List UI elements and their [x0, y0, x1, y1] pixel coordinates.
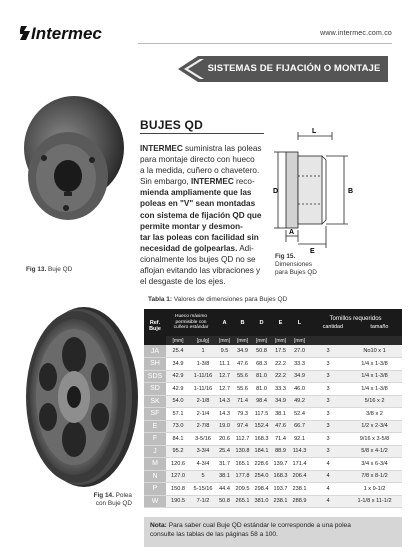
table-cell: 5/8 x 4-1/2 — [347, 445, 402, 458]
table-row — [144, 408, 402, 421]
bushing-ref-cell: F — [144, 433, 166, 446]
table-row — [144, 433, 402, 446]
table-cell: 288.9 — [290, 495, 309, 508]
table-cell: 177.8 — [233, 470, 252, 483]
table-cell: 88.9 — [271, 445, 290, 458]
table-cell: 114.3 — [290, 445, 309, 458]
figure-14-caption: Fig 14. Polea con Buje QD — [93, 492, 132, 507]
table-cell: 381.0 — [252, 495, 271, 508]
table-cell: 206.4 — [290, 470, 309, 483]
table-cell: 12.7 — [216, 383, 233, 396]
paragraph-line: INTERMEC suministra las poleas — [140, 144, 262, 153]
table-cell: 228.6 — [252, 458, 271, 471]
table-cell: 117.5 — [252, 408, 271, 421]
bushing-ref-cell: SF — [144, 408, 166, 421]
table-cell: 79.3 — [233, 408, 252, 421]
table-cell: 171.4 — [290, 458, 309, 471]
table-cell: 1-1/8 x 11-1/2 — [347, 495, 402, 508]
table-cell: 2-1/8 — [190, 395, 216, 408]
table-cell: 84.1 — [166, 433, 190, 446]
table-cell: 47.6 — [271, 420, 290, 433]
table-cell: No10 x 1 — [347, 345, 402, 358]
table-cell: 52.4 — [290, 408, 309, 421]
table-row — [144, 358, 402, 371]
table-cell: 2-1/4 — [190, 408, 216, 421]
table-cell: 4 — [309, 483, 347, 496]
table-cell: 1-3/8 — [190, 358, 216, 371]
table-cell: 3 — [309, 395, 347, 408]
label-A: A — [289, 229, 295, 236]
table-cell: 44.4 — [216, 483, 233, 496]
table-cell: 33.3 — [290, 358, 309, 371]
paragraph-line: poleas en "V" sean montadas — [140, 199, 256, 209]
table-cell: 3 — [309, 408, 347, 421]
table-cell: 238.1 — [271, 495, 290, 508]
table-cell: 9/16 x 3-5/8 — [347, 433, 402, 446]
bushing-ref-cell: E — [144, 420, 166, 433]
table-caption: Tabla 1: Valores de dimensiones para Bujes QD — [148, 296, 288, 303]
paragraph-line: permite montar y desmon- — [140, 221, 243, 231]
table-cell: 3/4 x 6-3/4 — [347, 458, 402, 471]
table-cell: 3 — [309, 358, 347, 371]
note-box: Nota: Para saber cual Buje QD estándar le corresponde a una polea consulte las tablas de las páginas 58 a 100. — [144, 517, 402, 547]
table-cell: 3 — [309, 345, 347, 358]
paragraph-line: para montaje directo con hueco — [140, 155, 255, 165]
table-cell: 127.0 — [166, 470, 190, 483]
table-cell: 31.7 — [216, 458, 233, 471]
table-cell: 298.4 — [252, 483, 271, 496]
table-cell: 98.4 — [252, 395, 271, 408]
table-cell: 50.8 — [216, 495, 233, 508]
header-cantidad: cantidad — [322, 323, 344, 330]
table-cell: 71.4 — [233, 395, 252, 408]
label-B: B — [348, 188, 354, 195]
paragraph-line: cionalmente los bujes QD no se — [140, 254, 256, 264]
bushing-ref-cell: SD — [144, 383, 166, 396]
table-cell: 25.4 — [216, 445, 233, 458]
table-cell: 81.0 — [252, 370, 271, 383]
paragraph-line: Sin embargo, INTERMEC reco- — [140, 177, 255, 187]
table-cell: 150.8 — [166, 483, 190, 496]
table-row — [144, 458, 402, 471]
table-cell: 55.6 — [233, 383, 252, 396]
header-divider — [138, 43, 392, 44]
table-cell: 130.8 — [233, 445, 252, 458]
table-cell: 71.4 — [271, 433, 290, 446]
table-cell: 1/2 x 2-3/4 — [347, 420, 402, 433]
paragraph-line: a la medida, cuñero o chavetero. — [140, 166, 260, 176]
table-cell: 5/16 x 2 — [347, 395, 402, 408]
table-cell: 9.5 — [216, 345, 233, 358]
table-cell: 5-15/16 — [190, 483, 216, 496]
table-cell: 3 — [309, 370, 347, 383]
label-D: D — [273, 188, 279, 195]
table-cell: 7/8 x 8-1/2 — [347, 470, 402, 483]
intro-paragraph — [140, 143, 270, 287]
table-cell: 3 — [309, 383, 347, 396]
table-cell: 209.5 — [233, 483, 252, 496]
table-cell: 3-3/4 — [190, 445, 216, 458]
table-cell: 66.7 — [290, 420, 309, 433]
table-cell: 1/4 x 1-3/8 — [347, 370, 402, 383]
table-cell: 3 — [309, 433, 347, 446]
table-cell: 33.3 — [271, 383, 290, 396]
bushing-ref-cell: P — [144, 483, 166, 496]
table-cell: 38.1 — [271, 408, 290, 421]
dimension-diagram — [272, 128, 402, 254]
bushing-ref-cell: SK — [144, 395, 166, 408]
table-cell: 19.0 — [216, 420, 233, 433]
intermec-logo — [20, 22, 132, 44]
table-cell: 50.8 — [252, 345, 271, 358]
table-cell: 4 — [309, 470, 347, 483]
table-cell: 20.6 — [216, 433, 233, 446]
paragraph-line: con sistema de fijación QD que — [140, 210, 262, 220]
table-cell: 254.0 — [252, 470, 271, 483]
table-cell: 139.7 — [271, 458, 290, 471]
table-cell: 5 — [190, 470, 216, 483]
table-cell: 12.7 — [216, 370, 233, 383]
table-cell: 3 — [309, 445, 347, 458]
banner-title: SISTEMAS DE FIJACIÓN O MONTAJE — [207, 63, 381, 74]
table-cell: 165.1 — [233, 458, 252, 471]
figure-13-caption: Fig 13. Buje QD — [26, 266, 73, 273]
table-cell: 265.1 — [233, 495, 252, 508]
label-E: E — [310, 248, 315, 254]
table-cell: 47.6 — [233, 358, 252, 371]
website-url[interactable]: www.intermec.com.co — [320, 30, 392, 37]
header-tornillos: Tornillos requeridos cantidad tamaño — [309, 309, 402, 336]
table-cell: 73.0 — [166, 420, 190, 433]
table-cell: 238.1 — [290, 483, 309, 496]
logo-text: Intermec — [31, 24, 102, 43]
table-cell: 190.5 — [166, 495, 190, 508]
table-cell: 1/4 x 1-3/8 — [347, 383, 402, 396]
paragraph-line: aflojan evitando las vibraciones y — [140, 266, 261, 276]
header-tamano: tamaño — [370, 323, 389, 330]
table-cell: 42.9 — [166, 370, 190, 383]
paragraph-line: necesidad de golpearlas. Adi- — [140, 243, 254, 253]
dimensions-table: Ref. Buje Hueco máximo permisible con cuñero estándar A B D E L Tornillos requeridos cantidad tamaño [mm] [pulg] [mm] [mm] [mm] [mm] [mm] JA 25.4 1 9.5 34.9 50.8 17.5 27.0 3 No10 x 1 SH 34.9 1-3/8 11.1 47.6 68.3 22.2 33.3 3 1/4 x 1-3/8 SDS 42.9 1-11/16 12.7 55.6 81.0 22.2 34.9 3 1/4 x 1-3/8 SD 42.9 1-11/16 12.7 55.6 81.0 33.3 46.0 3 1/4 x 1-3/8 SK 54.0 2-1/8 14.3 71.4 98.4 34.9 49.2 3 5/16 x 2 SF 57.1 2-1/4 14.3 79.3 117.5 38.1 52.4 3 3/8 x 2 E 73.0 2-7/8 19.0 97.4 152.4 47.6 66.7 3 1/2 x 2-3/4 F 84.1 3-5/16 20.6 112.7 168.3 71.4 92.1 3 9/16 x 3-5/8 J 95.2 3-3/4 25.4 130.8 184.1 88.9 114.3 3 5/8 x 4-1/2 M 120.6 4-3/4 31.7 165.1 228.6 139.7 171.4 4 3/4 x 6-3/4 N 127.0 5 38.1 177.8 254.0 168.3 206.4 4 7/8 x 8-1/2 P 150.8 5-15/16 44.4 209.5 298.4 193.7 238.1 4 1 x 9-1/2 W 190.5 7-1/2 50.8 265.1 381.0 238.1 288.9 4 1-1/8 x 11-1/2 — [144, 309, 402, 508]
table-cell: 3/8 x 2 — [347, 408, 402, 421]
bushing-ref-cell: J — [144, 445, 166, 458]
table-row — [144, 470, 402, 483]
table-row — [144, 395, 402, 408]
table-cell: 1 x 9-1/2 — [347, 483, 402, 496]
table-cell: 1 — [190, 345, 216, 358]
table-row — [144, 495, 402, 508]
table-cell: 112.7 — [233, 433, 252, 446]
table-cell: 3 — [309, 420, 347, 433]
paragraph-line: mienda ampliamente que las — [140, 188, 252, 198]
table-cell: 2-7/8 — [190, 420, 216, 433]
table-cell: 22.2 — [271, 370, 290, 383]
header-B: B — [233, 309, 252, 336]
table-cell: 184.1 — [252, 445, 271, 458]
label-L: L — [312, 128, 317, 135]
header-hueco: Hueco máximo permisible con cuñero estándar — [166, 309, 216, 336]
title-underline — [140, 133, 264, 134]
table-cell: 14.3 — [216, 395, 233, 408]
table-cell: 95.2 — [166, 445, 190, 458]
figure-15-caption: Fig 15. Dimensiones para Bujes QD — [275, 253, 317, 276]
table-cell: 4 — [309, 495, 347, 508]
table-cell: 34.9 — [290, 370, 309, 383]
pulley-image — [14, 305, 140, 491]
table-row — [144, 483, 402, 496]
table-cell: 46.0 — [290, 383, 309, 396]
header-D: D — [252, 309, 271, 336]
table-cell: 4 — [309, 458, 347, 471]
table-cell: 34.9 — [166, 358, 190, 371]
table-row — [144, 345, 402, 358]
table-cell: 168.3 — [271, 470, 290, 483]
table-cell: 7-1/2 — [190, 495, 216, 508]
table-cell: 27.0 — [290, 345, 309, 358]
table-cell: 152.4 — [252, 420, 271, 433]
table-cell: 81.0 — [252, 383, 271, 396]
table-cell: 3-5/16 — [190, 433, 216, 446]
table-cell: 68.3 — [252, 358, 271, 371]
table-cell: 34.9 — [233, 345, 252, 358]
table-cell: 57.1 — [166, 408, 190, 421]
table-cell: 17.5 — [271, 345, 290, 358]
header-E: E — [271, 309, 290, 336]
paragraph-line: tar las poleas con facilidad sin — [140, 232, 259, 242]
table-cell: 1-11/16 — [190, 383, 216, 396]
table-cell: 22.2 — [271, 358, 290, 371]
qd-bushing-image — [16, 88, 126, 258]
table-cell: 1/4 x 1-3/8 — [347, 358, 402, 371]
bushing-ref-cell: M — [144, 458, 166, 471]
header-A: A — [216, 309, 233, 336]
table-cell: 14.3 — [216, 408, 233, 421]
section-banner — [178, 56, 388, 82]
bushing-ref-cell: SDS — [144, 370, 166, 383]
section-title: BUJES QD — [140, 118, 203, 132]
table-cell: 1-11/16 — [190, 370, 216, 383]
header-L: L — [290, 309, 309, 336]
paragraph-line: el desgaste de los ejes. — [140, 277, 226, 287]
bushing-ref-cell: JA — [144, 345, 166, 358]
table-cell: 120.6 — [166, 458, 190, 471]
table-cell: 55.6 — [233, 370, 252, 383]
table-row — [144, 420, 402, 433]
header-ref: Ref. Buje — [144, 309, 166, 345]
table-cell: 193.7 — [271, 483, 290, 496]
bushing-ref-cell: N — [144, 470, 166, 483]
table-cell: 97.4 — [233, 420, 252, 433]
table-cell: 11.1 — [216, 358, 233, 371]
table-row — [144, 383, 402, 396]
table-cell: 54.0 — [166, 395, 190, 408]
table-cell: 25.4 — [166, 345, 190, 358]
table-cell: 42.9 — [166, 383, 190, 396]
table-row — [144, 445, 402, 458]
table-cell: 38.1 — [216, 470, 233, 483]
table-row — [144, 370, 402, 383]
table-cell: 4-3/4 — [190, 458, 216, 471]
table-cell: 92.1 — [290, 433, 309, 446]
bushing-ref-cell: W — [144, 495, 166, 508]
bushing-ref-cell: SH — [144, 358, 166, 371]
table-cell: 168.3 — [252, 433, 271, 446]
table-cell: 49.2 — [290, 395, 309, 408]
table-cell: 34.9 — [271, 395, 290, 408]
